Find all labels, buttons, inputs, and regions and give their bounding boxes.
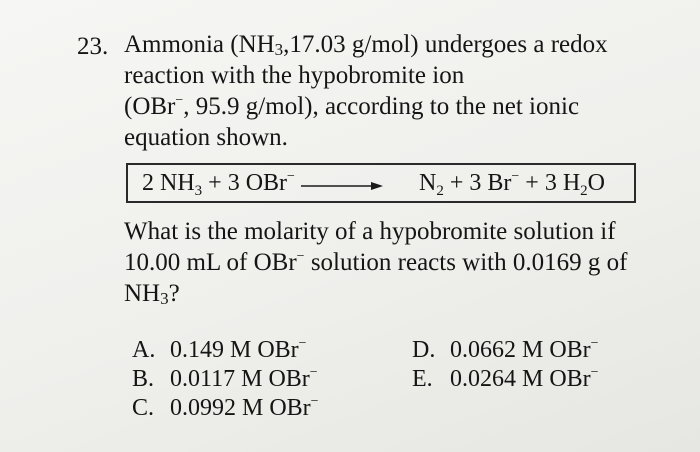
option-d-charge: − — [590, 336, 599, 351]
question-line-1-text: Ammonia (NH — [124, 31, 275, 58]
prompt-obr-charge: − — [296, 249, 305, 264]
option-e-value: 0.0264 M OBr — [450, 366, 591, 392]
option-c-charge: − — [310, 394, 319, 409]
reaction-arrow-icon — [301, 181, 383, 191]
question-line-2: reaction with the hypobromite ion — [124, 62, 465, 89]
option-a-value: 0.149 M OBr — [170, 337, 299, 363]
prompt-line-3 — [124, 279, 180, 309]
product-n2-subscript: 2 — [436, 183, 444, 199]
product-br: + 3 Br — [443, 170, 512, 196]
product-water: + 3 H — [519, 170, 581, 196]
option-e[interactable] — [412, 366, 599, 393]
question-number: 23. — [77, 33, 109, 60]
option-c-value: 0.0992 M OBr — [170, 395, 311, 421]
product-n2: N — [419, 170, 437, 196]
option-c[interactable] — [132, 395, 319, 422]
option-a-letter: A. — [132, 337, 156, 363]
equation-products — [419, 170, 605, 197]
product-br-charge: − — [511, 169, 520, 184]
prompt-line-2-text: 10.00 mL of OBr — [124, 249, 297, 276]
nh3-subscript: 3 — [274, 40, 284, 59]
reactant-nh3-subscript: 3 — [194, 183, 203, 199]
option-e-charge: − — [590, 365, 599, 380]
option-b-letter: B. — [132, 366, 155, 392]
prompt-line-1: What is the molarity of a hypobromite solution if — [124, 218, 616, 245]
reactant-obr-charge: − — [287, 169, 295, 184]
prompt-line-3-rest: ? — [168, 280, 180, 307]
product-water-o: O — [587, 170, 606, 196]
equation-reactants — [142, 170, 295, 197]
reactant-obr: + 3 OBr — [202, 170, 288, 196]
question-line-3-rest: , 95.9 g/mol), according to the net ionic — [183, 93, 580, 120]
option-a[interactable] — [132, 337, 307, 364]
option-b-value: 0.0117 M OBr — [170, 366, 310, 392]
reactant-nh3: 2 NH — [142, 170, 195, 196]
prompt-nh3-subscript: 3 — [160, 289, 169, 308]
equation-box — [126, 163, 636, 203]
question-line-4: equation shown. — [124, 124, 288, 151]
option-b-charge: − — [309, 365, 318, 380]
question-line-3-text: (OBr — [124, 93, 176, 120]
product-water-subscript: 2 — [580, 183, 588, 199]
option-d-letter: D. — [412, 337, 436, 363]
option-e-letter: E. — [412, 366, 433, 392]
prompt-line-3-text: NH — [124, 280, 161, 307]
option-c-letter: C. — [132, 395, 155, 421]
question-line-3 — [124, 92, 579, 122]
option-d-value: 0.0662 M OBr — [450, 337, 591, 363]
prompt-line-2 — [124, 248, 627, 278]
question-line-1-rest: ,17.03 g/mol) undergoes a redox — [283, 31, 608, 58]
option-b[interactable] — [132, 366, 318, 393]
option-d[interactable] — [412, 337, 599, 364]
question-line-1 — [124, 30, 608, 60]
obr-charge: − — [175, 93, 184, 108]
prompt-line-2-rest: solution reacts with 0.0169 g of — [304, 249, 628, 276]
option-a-charge: − — [298, 336, 307, 351]
